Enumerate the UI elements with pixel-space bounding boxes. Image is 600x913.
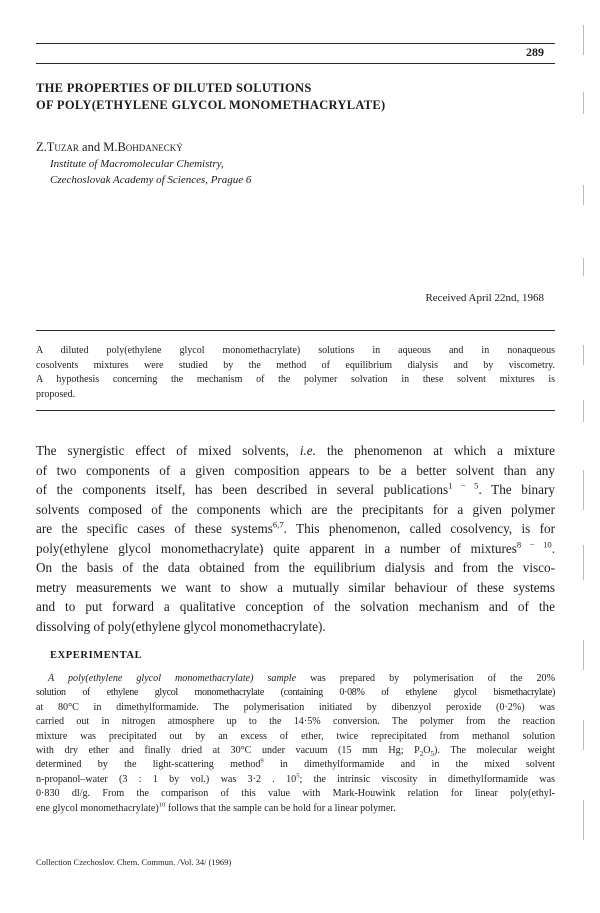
body-line — [36, 773, 555, 787]
abstract-line: cosolvents mixtures were studied by the method of equilibrium dialysis and by viscometry. — [36, 359, 555, 371]
scan-margin-mark — [583, 25, 584, 55]
body-line: 0·830 dl/g. From the comparison of this value with Mark-Houwink relation for linear poly(ethyl- — [36, 788, 555, 800]
scan-margin-mark — [583, 720, 584, 750]
body-line: carried out in nitrogen atmosphere up to the 14·5% conversion. The polymer from the reaction — [36, 716, 555, 728]
citation-ref: 9 — [260, 758, 264, 766]
abstract-line: proposed. — [36, 388, 76, 400]
page-number: 289 — [526, 45, 544, 59]
text-run: are the specific cases of these systems — [36, 521, 273, 536]
text-run: poly(ethylene glycol monomethacrylate) quite apparent in a number of mixtures — [36, 540, 517, 556]
citation-ref: 1 − 5 — [448, 480, 479, 491]
experimental-paragraph — [36, 672, 555, 816]
text-run: A poly(ethylene glycol monomethacrylate) sample — [48, 673, 297, 684]
intro-line: solvents composed of the components which are the precipitants for a given polymer — [36, 501, 555, 517]
text-run: in dimethylformamide and in the mixed solvent — [263, 759, 555, 771]
introduction-paragraph — [36, 441, 555, 636]
scan-margin-mark — [583, 185, 584, 205]
article-title — [36, 80, 556, 114]
intro-line: On the basis of the data obtained from the equilibrium dialysis and from the visco- — [36, 560, 555, 575]
author-name: M.Bohdanecký — [103, 140, 183, 154]
scan-margin-mark — [583, 800, 584, 840]
title-line: THE PROPERTIES OF DILUTED SOLUTIONS — [36, 81, 312, 95]
text-run: ). The molecular weight — [434, 745, 555, 757]
authors — [36, 140, 183, 155]
text-run: determined by the light-scattering method — [36, 759, 261, 771]
text-run: n-propanol–water (3 : 1 by vol.) was 3·2 . 10 — [36, 773, 297, 785]
text-run: . — [551, 540, 555, 556]
affiliation-line: Czechoslovak Academy of Sciences, Prague 6 — [50, 174, 252, 186]
text-run: was prepared by polymerisation of the 20% — [296, 673, 555, 684]
text-run: The synergistic effect of mixed solvents, — [36, 443, 300, 458]
abstract-rule — [36, 410, 555, 411]
intro-line — [36, 441, 555, 461]
journal-footer: Collection Czechoslov. Chem. Commun. /Vol. 34/ (1969) — [36, 857, 232, 867]
citation-ref: 8 − 10 — [516, 539, 552, 550]
scan-margin-mark — [583, 470, 584, 510]
text-run: of the components itself, has been described in several publications — [36, 482, 449, 497]
affiliation-line: Institute of Macromolecular Chemistry, — [50, 158, 224, 170]
text-run: the phenomenon at which a mixture — [315, 443, 555, 458]
author-conjunction: and — [78, 140, 104, 154]
intro-line — [36, 519, 555, 539]
intro-line: of two components of a given composition appears to be a better solvent than any — [36, 462, 555, 478]
abstract — [36, 344, 555, 402]
intro-line — [36, 480, 555, 500]
citation-ref: 10 — [158, 801, 166, 809]
abstract-line: A hypothesis concerning the mechanism of the polymer solvation in these solvent mixtures is — [36, 374, 555, 385]
received-date: Received April 22nd, 1968 — [425, 292, 544, 304]
subscript: 2 — [419, 750, 424, 759]
body-line — [36, 758, 555, 772]
scan-margin-mark — [583, 92, 584, 114]
body-line: at 80°C in dimethylformamide. The polymerisation initiated by dibenzyol peroxide (0·2%) was — [36, 701, 555, 713]
scan-margin-mark — [583, 545, 584, 580]
title-line: OF POLY(ETHYLENE GLYCOL MONOMETHACRYLATE) — [36, 98, 386, 112]
body-line: mixture was precipitated out by an excess of ether, twice reprecipitated from methanol solution — [36, 730, 555, 742]
affiliation — [50, 156, 251, 188]
received-rule — [36, 330, 555, 331]
text-run: follows that the sample can be hold for a linear polymer. — [165, 802, 396, 814]
intro-line — [36, 539, 555, 559]
intro-line: and to put forward a qualitative conception of the solvation mechanism and of the — [36, 599, 555, 614]
header-rule-lower — [36, 63, 555, 64]
scan-margin-mark — [583, 400, 584, 422]
text-run: . The binary — [478, 482, 555, 497]
text-run: O — [423, 745, 431, 757]
scan-margin-mark — [583, 640, 584, 670]
text-run: i.e. — [299, 443, 316, 458]
header-rule — [36, 43, 555, 44]
intro-line: metry measurements we want to show a mutually similar behaviour of these systems — [36, 579, 555, 595]
text-run: with dry ether and finally dried at 30°C under vacuum (15 mm Hg; P — [36, 745, 420, 757]
scan-margin-mark — [583, 345, 584, 365]
scan-margin-mark — [583, 258, 584, 276]
superscript: 5 — [296, 772, 300, 780]
text-run: ene glycol monomethacrylate) — [36, 802, 159, 814]
citation-ref: 6,7 — [272, 519, 284, 530]
body-line — [36, 672, 555, 686]
body-line: solution of ethylene glycol monomethacrylate (containing 0·08% of ethylene glycol bismethacrylate) — [36, 687, 555, 699]
text-run: ; the intrinsic viscosity in dimethylformamide was — [299, 773, 555, 785]
intro-line: dissolving of poly(ethylene glycol monomethacrylate). — [36, 618, 326, 634]
body-line — [36, 802, 555, 816]
text-run: . This phenomenon, called cosolvency, is for — [283, 521, 555, 536]
author-name: Z.Tuzar — [36, 140, 79, 154]
section-heading: EXPERIMENTAL — [50, 650, 143, 661]
abstract-line: A diluted poly(ethylene glycol monomethacrylate) solutions in aqueous and in nonaqueous — [36, 345, 555, 356]
body-line — [36, 744, 555, 758]
subscript: 5 — [430, 750, 435, 759]
